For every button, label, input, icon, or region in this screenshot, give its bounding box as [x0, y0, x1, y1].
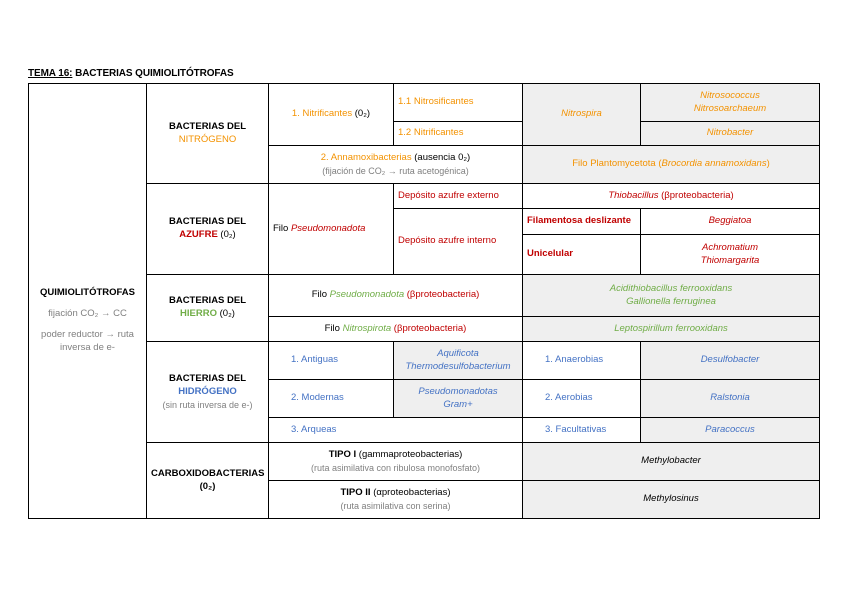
filamentosa-cell: Filamentosa deslizante — [523, 209, 641, 235]
modernas-cell: 2. Modernas — [269, 380, 394, 418]
gram-plus: Gram+ — [443, 398, 473, 410]
tipo1-cell — [269, 443, 523, 481]
tipo1-tag: (gammaproteobacterias) — [356, 449, 463, 461]
pseudomonadotas: Pseudomonadotas — [418, 385, 498, 397]
dep-ext-cell: Depósito azufre externo — [394, 184, 523, 209]
tipo1-note: (ruta asimilativa con ribulosa monofosfato) — [310, 462, 481, 473]
group-nitrogen — [147, 84, 269, 184]
group-hydrogen-note: (sin ruta inversa de e-) — [162, 399, 253, 410]
nitrosoarchaeum: Nitrosoarchaeum — [693, 102, 767, 114]
nitrospira-cell: Nitrospira — [523, 84, 641, 146]
group-iron — [147, 275, 269, 342]
acidithiobacillus: Acidithiobacillus ferrooxidans — [609, 282, 733, 294]
annamox-o2: (ausencia 0₂) — [411, 152, 471, 164]
iron-filo2-tag: (βproteobacteria) — [391, 322, 467, 334]
group-sulfur-l2: AZUFRE — [179, 229, 218, 240]
nitrificantes-sub-cell: 1.2 Nitrificantes — [394, 122, 523, 146]
methylosinus-cell: Methylosinus — [523, 481, 820, 519]
group-iron-l1: BACTERIAS DEL — [168, 295, 247, 307]
group-carbox — [147, 443, 269, 519]
paracoccus-cell: Paracoccus — [641, 418, 820, 443]
facultativas-cell: 3. Facultativas — [523, 418, 641, 443]
group-carbox-l2: (0₂) — [199, 480, 216, 492]
group-iron-o2: (0₂) — [217, 308, 235, 319]
topic-number: TEMA 16: — [28, 68, 73, 79]
nitrificantes-cell — [269, 84, 394, 146]
group-carbox-l1: CARBOXIDOBACTERIAS — [151, 467, 265, 479]
annamox-cell — [269, 146, 523, 184]
tipo2-tag: (αproteobacterias) — [370, 487, 451, 499]
group-iron-l2: HIERRO — [180, 308, 217, 319]
sulfur-filo: Filo — [273, 222, 291, 234]
group-hydrogen-l2: HIDRÓGENO — [178, 385, 237, 397]
nitrosococcus-cell — [641, 84, 820, 122]
group-sulfur — [147, 184, 269, 275]
achromatium: Achromatium — [702, 241, 758, 253]
iron-filo1-tag: (βproteobacteria) — [404, 289, 480, 301]
root-note-1: fijación CO₂ → CC — [48, 308, 127, 320]
iron-filo2-cell — [269, 317, 523, 342]
iron-filo1-cell — [269, 275, 523, 317]
classification-table — [28, 83, 820, 519]
group-hydrogen — [147, 342, 269, 443]
pseudo-cell — [394, 380, 523, 418]
antiguas-cell: 1. Antiguas — [269, 342, 394, 380]
aquificota: Aquificota — [437, 347, 479, 359]
group-sulfur-o2: (0₂) — [217, 229, 236, 240]
topic-name: BACTERIAS QUIMIOLITÓTROFAS — [72, 68, 234, 79]
beggiatoa-cell: Beggiatoa — [641, 209, 820, 235]
dep-int-cell: Depósito azufre interno — [394, 209, 523, 275]
sulfur-filo-name: Pseudomonadota — [290, 222, 366, 234]
tipo2-note: (ruta asimilativa con serina) — [340, 500, 451, 511]
methylobacter-cell: Methylobacter — [523, 443, 820, 481]
anaerobias-cell: 1. Anaerobias — [523, 342, 641, 380]
arqueas-cell: 3. Arqueas — [269, 418, 523, 443]
thiomargarita: Thiomargarita — [700, 254, 760, 266]
leptospirillum-cell: Leptospirillum ferrooxidans — [523, 317, 820, 342]
tipo2-cell — [269, 481, 523, 519]
nitrificantes-o2: (0₂) — [352, 108, 371, 120]
thio-tag: (βproteobacteria) — [658, 189, 734, 201]
annamox-label: 2. Annamoxibacterias — [320, 152, 412, 164]
nitrosococcus: Nitrosococcus — [700, 89, 760, 101]
planto-label: Filo Plantomycetota ( — [572, 158, 662, 170]
aquif-cell — [394, 342, 523, 380]
nitrosificantes-cell: 1.1 Nitrosificantes — [394, 84, 523, 122]
thiobacillus: Thiobacillus — [608, 189, 659, 201]
unicelular-cell: Unicelular — [523, 235, 641, 275]
group-hydrogen-l1: BACTERIAS DEL — [168, 373, 247, 385]
group-sulfur-l1: BACTERIAS DEL — [168, 216, 247, 228]
planto-cell — [523, 146, 820, 184]
iron-filo2: Filo — [324, 322, 343, 334]
group-nitrogen-l1: BACTERIAS DEL — [168, 120, 247, 132]
achro-cell — [641, 235, 820, 275]
iron-org1-cell — [523, 275, 820, 317]
tipo2-label: TIPO II — [340, 487, 371, 499]
brocordia: Brocordia annamoxidans — [661, 158, 767, 170]
iron-filo1-name: Pseudomonadota — [329, 289, 405, 301]
group-nitrogen-l2: NITRÓGENO — [178, 133, 237, 145]
desulfobacter-cell: Desulfobacter — [641, 342, 820, 380]
root-cell — [29, 84, 147, 519]
root-note-2: poder reductor → ruta inversa de e- — [41, 329, 134, 353]
thio-cell — [523, 184, 820, 209]
gallionella: Gallionella ferruginea — [626, 295, 716, 307]
planto-end: ) — [766, 158, 770, 170]
sulfur-filo-cell — [269, 184, 394, 275]
nitrificantes-label: 1. Nitrificantes — [291, 108, 353, 120]
thermodesulfo: Thermodesulfobacterium — [405, 360, 511, 372]
tipo1-label: TIPO I — [328, 449, 357, 461]
aerobias-cell: 2. Aerobias — [523, 380, 641, 418]
annamox-note: (fijación de CO₂ → ruta acetogénica) — [322, 165, 469, 176]
iron-filo2-name: Nitrospirota — [342, 322, 392, 334]
root-label: QUIMIOLITÓTROFAS — [40, 287, 135, 299]
page-title — [28, 68, 234, 79]
nitrobacter-cell: Nitrobacter — [641, 122, 820, 146]
iron-filo1: Filo — [311, 289, 330, 301]
ralstonia-cell: Ralstonia — [641, 380, 820, 418]
